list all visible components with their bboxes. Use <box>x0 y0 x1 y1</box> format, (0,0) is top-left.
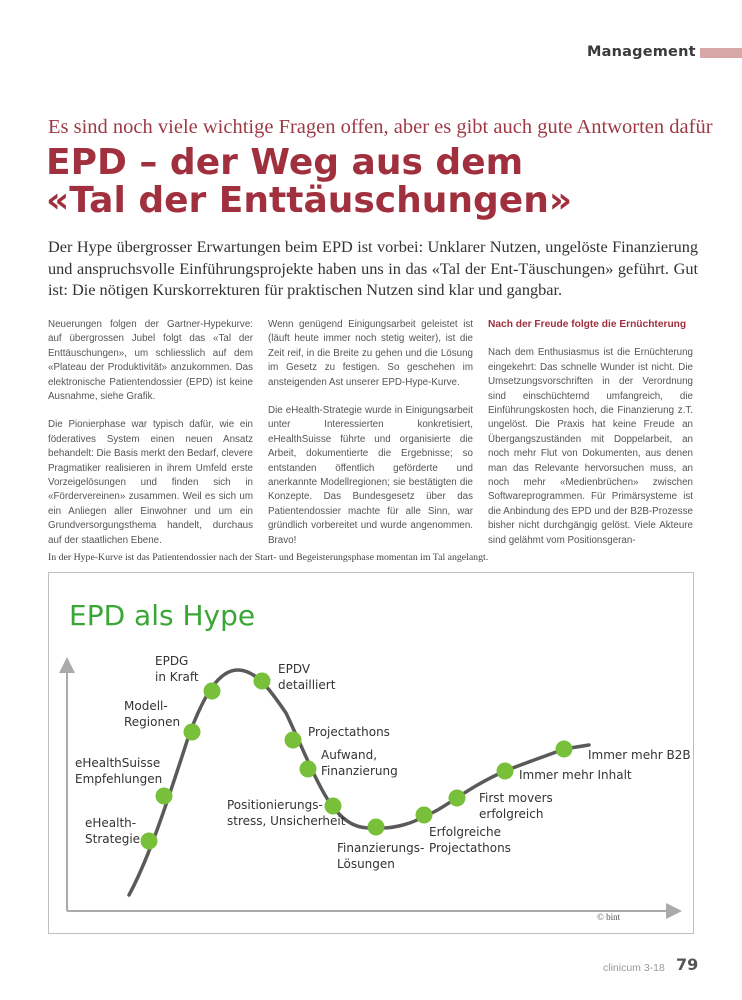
page-number: 79 <box>676 955 699 974</box>
paragraph: Wenn genügend Einigungsarbeit geleistet ist (läuft heute immer noch stetig weiter), ist die Zeit reif, in die Breite zu gehen und die Lösung im Gesetz zu festigen. So geschehen im ansteigenden Ast unserer EPD-Hype-Kurve. <box>268 319 473 388</box>
milestone-label: Projectathons <box>308 725 390 739</box>
milestone-label: eHealth-Strategie <box>85 816 141 846</box>
article-kicker: Es sind noch viele wichtige Fragen offen, aber es gibt auch gute Antworten dafür <box>48 116 713 138</box>
milestone-label: First movers erfolgreich <box>479 791 553 821</box>
paragraph: Die eHealth-Strategie wurde in Einigungsarbeit unter Interessierten konkretisiert, eHealthSuisse führte und organisierte die Arbeit, dokumentierte die Ergebnisse; so entstanden öffentlich geförderte und anerkannte Modellregionen; sie bestätigten die Konzepte. Das Bundesgesetz über das Patientendossier machte für alle Sinn, war gründlich vorbereitet und wurde angenommen. Bravo! <box>268 405 473 546</box>
milestone-dot <box>449 790 466 807</box>
headline-line-2: «Tal der Enttäuschungen» <box>46 180 573 221</box>
milestone-dot <box>497 763 514 780</box>
hype-curve-figure <box>48 572 694 934</box>
milestone-label: Finanzierungs-Lösungen <box>337 841 425 871</box>
paragraph: Nach dem Enthusiasmus ist die Ernüchterung eingekehrt: Das schnelle Wunder ist nicht. Die Umsetzungsvorschriften in der Verordnung sind einschüchternd umfangreich, die Einführungskosten hoch, die Finanzierung z.T. ungelöst. Die Praxis hat keine Freude an Übergangszuständen mit Doppelarbeit, an noch mehr Flut von Dokumenten, aus denen man das Relevante hervorsuchen muss, an noch mehr «Medienbrüchen» zwischen Softwareprogrammen. Für Primärsysteme ist die Anbindung des EPD und der B2B-Prozesse bisher nicht durchgängig gelöst. Viele Akteure sind gelähmt vom Positionsgeran- <box>488 347 693 546</box>
milestone-dot <box>184 724 201 741</box>
section-header <box>587 44 742 62</box>
milestone-dot <box>156 788 173 805</box>
milestone-dot <box>204 683 221 700</box>
figure-credit: © bint <box>597 912 621 922</box>
milestone-dot <box>325 798 342 815</box>
milestone-dot <box>368 819 385 836</box>
milestone-dot <box>416 807 433 824</box>
body-column-3 <box>488 318 693 562</box>
milestones-layer <box>75 654 691 871</box>
milestone-label: Erfolgreiche Projectathons <box>429 825 511 855</box>
figure-caption: In der Hype-Kurve ist das Patientendossier nach der Start- und Begeisterungsphase momentan im Tal angelangt. <box>48 552 489 563</box>
headline-line-1: EPD – der Weg aus dem <box>46 142 524 183</box>
milestone-dot <box>141 833 158 850</box>
milestone-dot <box>254 673 271 690</box>
milestone-label: Immer mehr Inhalt <box>519 768 632 782</box>
milestone-dot <box>556 741 573 758</box>
milestone-label: Modell-Regionen <box>124 699 181 729</box>
section-color-bar <box>700 48 742 58</box>
section-subheading: Nach der Freude folgte die Ernüchterung <box>488 319 687 330</box>
milestone-dot <box>285 732 302 749</box>
milestone-label: EPDV detailliert <box>278 662 336 692</box>
figure-title: EPD als Hype <box>69 599 256 632</box>
paragraph: Die Pionierphase war typisch dafür, wie ein föderatives System einen neuen Ansatz behandelt: Die Basis merkt den Bedarf, clevere Pragmatiker realisieren in ihrem Umfeld erste Vorzeigelösungen und finden sich in «Fördervereinen» zusammen. Weil es sich um ein Anliegen aller Einwohner und um ein Grundversorgungsthema handelt, durchaus auf der staatlichen Ebene. <box>48 419 253 546</box>
hype-curve-graphic <box>49 573 693 933</box>
milestone-label: Aufwand, Finanzierung <box>321 748 398 778</box>
milestone-label: Positionierungs-stress, Unsicherheit <box>227 798 346 828</box>
section-label: Management <box>587 44 696 60</box>
body-column-1 <box>48 318 253 562</box>
article-headline <box>46 144 706 220</box>
milestone-label: eHealthSuisse Empfehlungen <box>75 756 163 786</box>
article-lead: Der Hype übergrosser Erwartungen beim EPD ist vorbei: Unklarer Nutzen, ungelöste Finanzierung und anspruchsvolle Einführungsprojekte haben uns in das «Tal der Ent-Täuschungen» geführt. Gut ist: Die nötigen Kurskorrekturen für praktischen Nutzen sind klar und gangbar. <box>48 237 698 299</box>
body-column-2 <box>268 318 473 562</box>
paragraph: Neuerungen folgen der Gartner-Hypekurve: auf übergrossen Jubel folgt das «Tal der Enttäuschungen», um schliesslich auf dem «Plateau der Produktivität» anzukommen. Das elektronische Patientendossier (EPD) ist keine Ausnahme, siehe Grafik. <box>48 319 253 403</box>
milestone-dot <box>300 761 317 778</box>
milestone-label: Immer mehr B2B <box>588 748 691 762</box>
magazine-issue: clinicum 3-18 <box>603 962 665 974</box>
milestone-label: EPDG in Kraft <box>155 654 199 684</box>
